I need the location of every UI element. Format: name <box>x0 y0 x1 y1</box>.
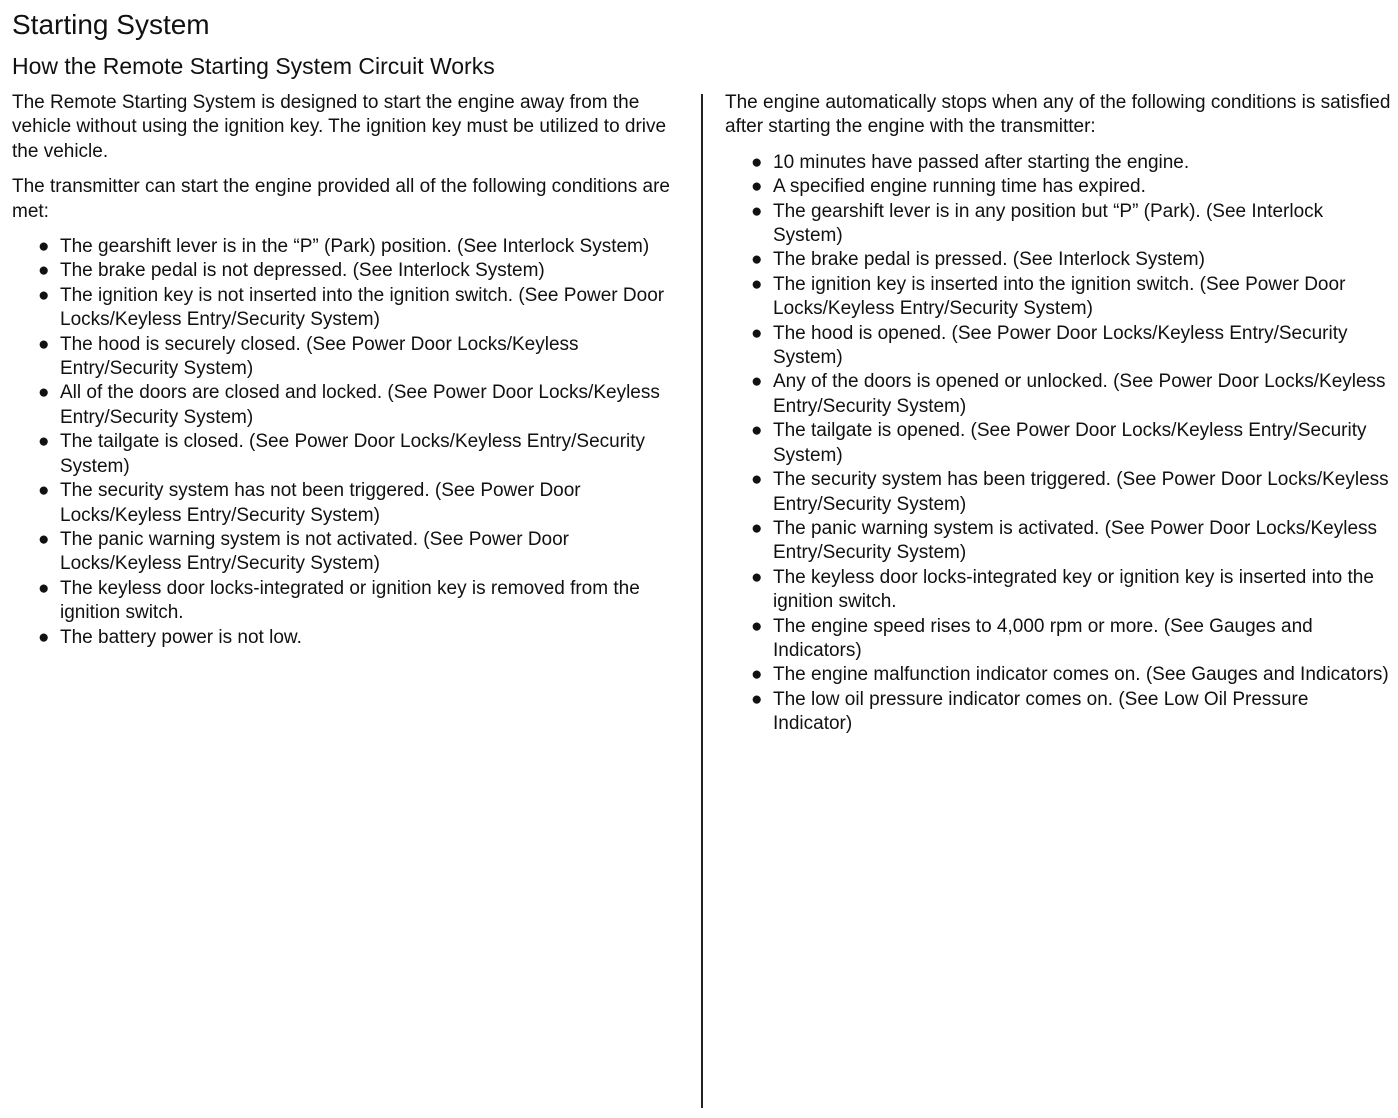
bullet-icon: ● <box>751 200 763 222</box>
list-item-text: The panic warning system is activated. (See Power Door Locks/Keyless Entry/Security System) <box>773 517 1378 564</box>
list-item <box>725 248 1391 272</box>
bullet-icon: ● <box>751 615 763 637</box>
left-intro-paragraph: The Remote Starting System is designed to start the engine away from the vehicle without using the ignition key. The ignition key must be utilized to drive the vehicle. <box>12 92 667 162</box>
bullet-icon: ● <box>751 469 763 491</box>
list-item-text: The battery power is not low. <box>60 626 302 648</box>
list-item <box>725 151 1391 175</box>
stop-conditions-intro: The engine automatically stops when any of the following conditions is satisfied after starting the engine with the transmitter: <box>725 92 1391 138</box>
list-item-text: The hood is opened. (See Power Door Locks/Keyless Entry/Security System) <box>773 322 1348 369</box>
list-item-text: The tailgate is closed. (See Power Door Locks/Keyless Entry/Security System) <box>60 431 646 477</box>
bullet-icon: ● <box>751 688 763 710</box>
list-item <box>725 370 1391 419</box>
bullet-icon: ● <box>38 431 50 453</box>
list-item <box>12 259 688 283</box>
bullet-icon: ● <box>38 333 50 355</box>
list-item <box>725 200 1391 249</box>
list-item <box>725 273 1391 322</box>
bullet-icon: ● <box>751 371 763 393</box>
list-item-text: The engine speed rises to 4,000 rpm or more. (See Gauges and Indicators) <box>773 615 1313 661</box>
list-item-text: The tailgate is opened. (See Power Door Locks/Keyless Entry/Security System) <box>773 420 1367 466</box>
section-title: How the Remote Starting System Circuit Works <box>12 53 495 79</box>
list-item-text: The keyless door locks-integrated or ignition key is removed from the ignition switch. <box>60 577 640 624</box>
page-title: Starting System <box>12 9 210 40</box>
list-item-text: The brake pedal is pressed. (See Interlock System) <box>773 249 1205 271</box>
bullet-icon: ● <box>751 517 763 539</box>
bullet-icon: ● <box>751 420 763 442</box>
bullet-icon: ● <box>751 664 763 686</box>
list-item <box>725 419 1391 468</box>
bullet-icon: ● <box>751 176 763 198</box>
bullet-icon: ● <box>38 236 50 258</box>
bullet-icon: ● <box>751 322 763 344</box>
column-divider <box>701 94 703 1108</box>
right-column <box>725 91 1391 737</box>
list-item-text: The low oil pressure indicator comes on. (See Low Oil Pressure Indicator) <box>773 688 1309 735</box>
list-item-text: The brake pedal is not depressed. (See Interlock System) <box>60 260 545 282</box>
list-item <box>12 381 688 430</box>
list-item <box>12 235 688 259</box>
list-item-text: The engine malfunction indicator comes on. (See Gauges and Indicators) <box>773 664 1389 686</box>
list-item <box>725 175 1391 199</box>
start-conditions-intro: The transmitter can start the engine provided all of the following conditions are met: <box>12 176 670 222</box>
bullet-icon: ● <box>38 284 50 306</box>
list-item-text: The gearshift lever is in any position but “P” (Park). (See Interlock System) <box>773 200 1324 247</box>
list-item <box>12 430 688 479</box>
list-item-text: The hood is securely closed. (See Power Door Locks/Keyless Entry/Security System) <box>60 333 579 380</box>
list-item-text: The ignition key is not inserted into the ignition switch. (See Power Door Locks/Keyless Entry/Security System) <box>60 284 665 331</box>
list-item <box>12 333 688 382</box>
list-item <box>12 479 688 528</box>
list-item <box>725 566 1391 615</box>
list-item <box>12 528 688 577</box>
bullet-icon: ● <box>751 249 763 271</box>
bullet-icon: ● <box>38 260 50 282</box>
list-item-text: All of the doors are closed and locked. (See Power Door Locks/Keyless Entry/Security System) <box>60 382 660 428</box>
bullet-icon: ● <box>751 151 763 173</box>
list-item-text: The gearshift lever is in the “P” (Park) position. (See Interlock System) <box>60 236 650 258</box>
list-item <box>725 615 1391 664</box>
stop-conditions-list <box>725 151 1391 737</box>
list-item <box>12 577 688 626</box>
list-item-text: 10 minutes have passed after starting the engine. <box>773 151 1190 173</box>
list-item-text: The security system has not been triggered. (See Power Door Locks/Keyless Entry/Security System) <box>60 480 581 526</box>
list-item-text: A specified engine running time has expired. <box>773 176 1146 198</box>
bullet-icon: ● <box>751 566 763 588</box>
list-item <box>725 517 1391 566</box>
bullet-icon: ● <box>38 382 50 404</box>
start-conditions-list <box>12 235 688 650</box>
list-item-text: The security system has been triggered. (See Power Door Locks/Keyless Entry/Security System) <box>773 469 1389 515</box>
list-item <box>725 322 1391 371</box>
list-item <box>12 284 688 333</box>
list-item <box>725 688 1391 737</box>
list-item-text: Any of the doors is opened or unlocked. (See Power Door Locks/Keyless Entry/Security System) <box>773 371 1386 417</box>
bullet-icon: ● <box>38 626 50 648</box>
list-item <box>12 626 688 650</box>
list-item <box>725 663 1391 687</box>
list-item <box>725 468 1391 517</box>
left-column <box>12 91 688 650</box>
bullet-icon: ● <box>38 528 50 550</box>
bullet-icon: ● <box>38 577 50 599</box>
list-item-text: The panic warning system is not activated. (See Power Door Locks/Keyless Entry/Security System) <box>60 528 570 575</box>
list-item-text: The ignition key is inserted into the ignition switch. (See Power Door Locks/Keyless Entry/Security System) <box>773 273 1346 320</box>
bullet-icon: ● <box>751 273 763 295</box>
bullet-icon: ● <box>38 480 50 502</box>
list-item-text: The keyless door locks-integrated key or ignition key is inserted into the ignition switch. <box>773 566 1374 613</box>
